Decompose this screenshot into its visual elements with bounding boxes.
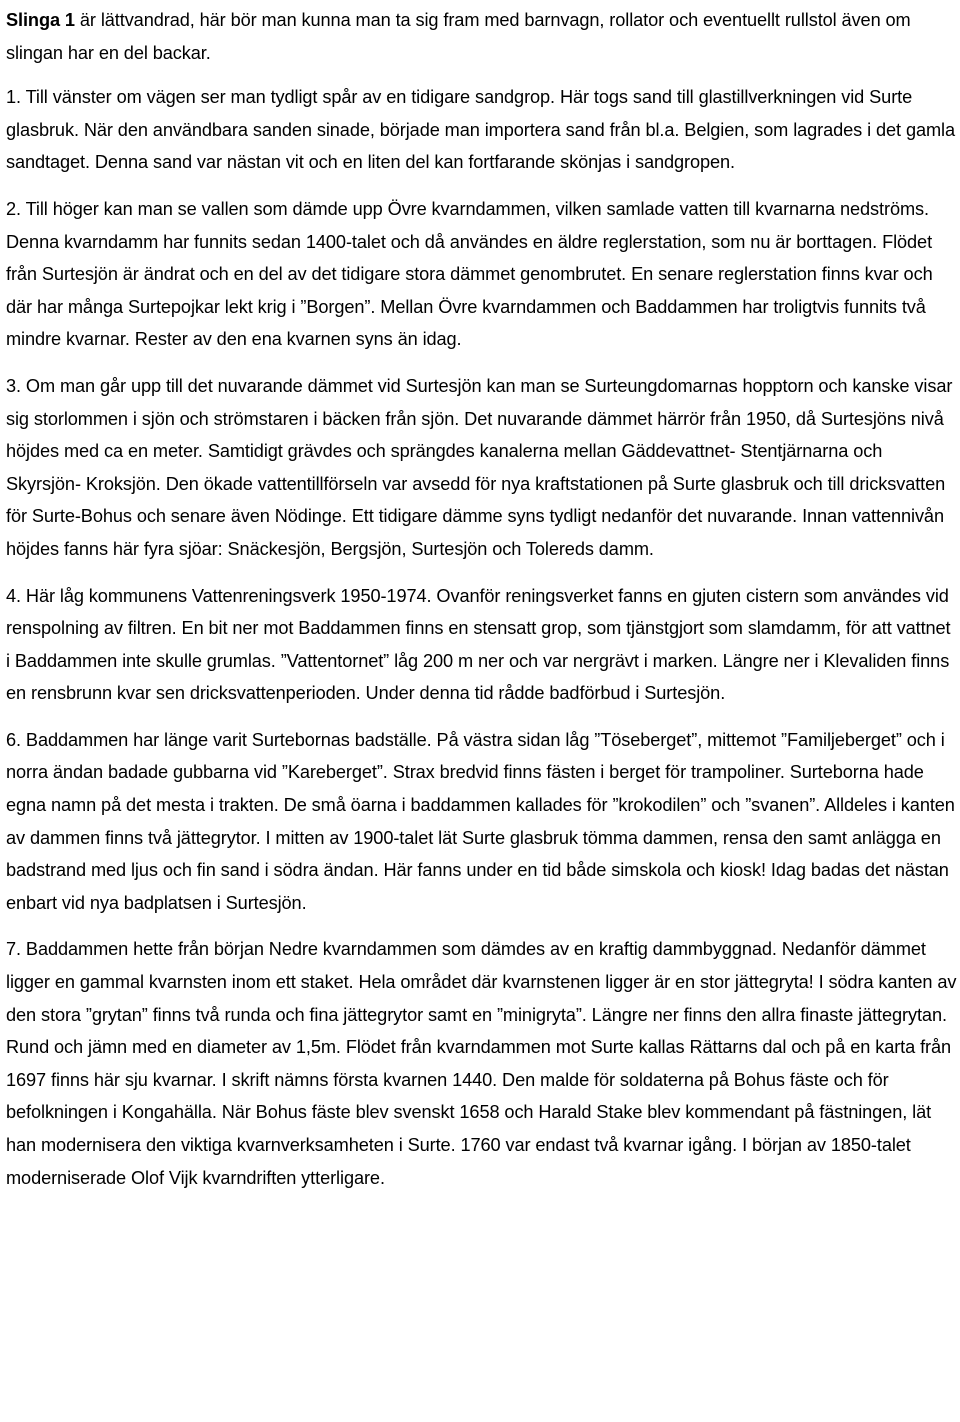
paragraph-1: 1. Till vänster om vägen ser man tydligt spår av en tidigare sandgrop. Här togs sand till glastillverkningen vid Surte glasbruk. När den användbara sanden sinade, började man importera sand från bl.a. Belgien, som lagrades i det gamla sandtaget. Denna sand var nästan vit och en liten del kan fortfarande skönjas i sandgropen.	[6, 87, 955, 173]
paragraph-7: 7. Baddammen hette från början Nedre kvarndammen som dämdes av en kraftig dammbyggnad. Nedanför dämmet ligger en gammal kvarnsten inom ett staket. Hela området där kvarnstenen ligger är en stor jättegryta! I södra kanten av den stora ”grytan” finns två runda och fina jättegrytor samt en ”minigryta”. Längre ner finns den allra finaste jättegrytan. Rund och jämn med en diameter av 1,5m. Flödet från kvarndammen mot Surte kallas Rättarns dal och på en karta från 1697 finns här sju kvarnar. I skrift nämns första kvarnen 1440. Den malde för soldaterna på Bohus fäste och för befolkningen i Kongahälla. När Bohus fäste blev svenskt 1658 och Harald Stake blev kommendant på fästningen, lät han modernisera den viktiga kvarnverksamheten i Surte. 1760 var endast två kvarnar igång. I början av 1850-talet moderniserade Olof Vijk kvarndriften ytterligare.	[6, 939, 957, 1188]
intro-paragraph	[6, 4, 958, 69]
paragraph-6: 6. Baddammen har länge varit Surtebornas badställe. På västra sidan låg ”Töseberget”, mittemot ”Familjeberget” och i norra ändan badade gubbarna vid ”Kareberget”. Strax bredvid finns fästen i berget för trampoliner. Surteborna hade egna namn på det mesta i trakten. De små öarna i baddammen kallades för ”krokodilen” och ”svanen”. Alldeles i kanten av dammen finns två jättegrytor. I mitten av 1900-talet lät Surte glasbruk tömma dammen, rensa den samt anlägga en badstrand med ljus och fin sand i södra ändan. Här fanns under en tid både simskola och kiosk! Idag badas det nästan enbart vid nya badplatsen i Surtesjön.	[6, 729, 955, 913]
intro-text: är lättvandrad, här bör man kunna man ta sig fram med barnvagn, rollator och eventuellt rullstol även om slingan har en del backar.	[6, 10, 911, 63]
paragraph-3: 3. Om man går upp till det nuvarande dämmet vid Surtesjön kan man se Surteungdomarnas hopptorn och kanske visar sig storlommen i sjön och strömstaren i bäcken från sjön. Det nuvarande dämmet härrör från 1950, då Surtesjöns nivå höjdes med ca en meter. Samtidigt grävdes och sprängdes kanalerna mellan Gäddevattnet- Stentjärnarna och Skyrsjön- Kroksjön. Den ökade vattentillförseln var avsedd för nya kraftstationen på Surte glasbruk och till dricksvatten för Surte-Bohus och senare även Nödinge. Ett tidigare dämme syns tydligt nedanför det nuvarande. Innan vattennivån höjdes fanns här fyra sjöar: Snäckesjön, Bergsjön, Surtesjön och Tolereds damm.	[6, 375, 953, 559]
paragraph-4: 4. Här låg kommunens Vattenreningsverk 1950-1974. Ovanför reningsverket fanns en gjuten cistern som användes vid renspolning av filtren. En bit ner mot Baddammen finns en stensatt grop, som tjänstgjort som slamdamm, för att vattnet i Baddammen inte skulle grumlas. ”Vattentornet” låg 200 m ner och var nergrävt i marken. Längre ner i Klevaliden finns en rensbrunn kvar sen dricksvattenperioden. Under denna tid rådde badförbud i Surtesjön.	[6, 585, 951, 704]
intro-title: Slinga 1	[6, 10, 75, 30]
document-page	[6, 4, 958, 1194]
paragraph-2: 2. Till höger kan man se vallen som dämde upp Övre kvarndammen, vilken samlade vatten till kvarnarna nedströms. Denna kvarndamm har funnits sedan 1400-talet och då användes en äldre reglerstation, som nu är borttagen. Flödet från Surtesjön är ändrat och en del av det tidigare stora dämmet genombrutet. En senare reglerstation finns kvar och där har många Surtepojkar lekt krig i ”Borgen”. Mellan Övre kvarndammen och Baddammen har troligtvis funnits två mindre kvarnar. Rester av den ena kvarnen syns än idag.	[6, 198, 933, 350]
